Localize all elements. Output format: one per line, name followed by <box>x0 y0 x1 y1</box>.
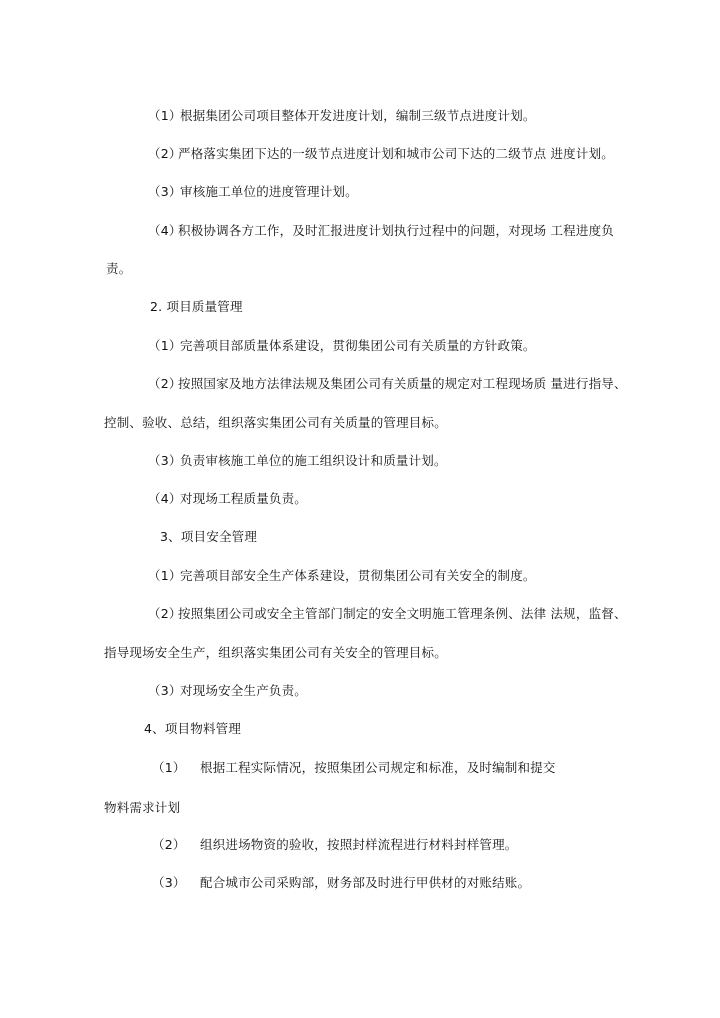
item-number: （1） <box>148 338 182 353</box>
material-item-1 <box>152 760 556 776</box>
item-number: （2） <box>152 837 186 852</box>
material-item-3 <box>152 875 530 891</box>
item-text: 完善项目部安全生产体系建设，贯彻集团公司有关安全的制度。 <box>180 568 536 583</box>
material-item-2 <box>152 837 518 853</box>
item-number: （3） <box>148 683 182 698</box>
schedule-item-2 <box>148 146 614 162</box>
item-text: 根据工程实际情况，按照集团公司规定和标准，及时编制和提交 <box>200 760 556 775</box>
schedule-item-4-continuation <box>106 261 131 277</box>
item-text: 指导现场安全生产，组织落实集团公司有关安全的管理目标。 <box>104 645 447 660</box>
item-number: （3） <box>148 453 182 468</box>
safety-item-3 <box>148 683 307 699</box>
item-number: （2） <box>148 376 182 391</box>
item-text: 审核施工单位的进度管理计划。 <box>180 184 358 199</box>
quality-item-2 <box>148 376 627 392</box>
item-number: （4） <box>148 223 182 238</box>
item-text: 按照国家及地方法律法规及集团公司有关质量的规定对工程现场质 量进行指导、 <box>178 376 627 391</box>
item-number: （1） <box>148 568 182 583</box>
item-number: （2） <box>148 146 182 161</box>
quality-item-4 <box>148 491 307 507</box>
safety-item-2-continuation <box>104 645 447 661</box>
item-number: （1） <box>148 108 182 123</box>
schedule-item-1 <box>148 108 536 124</box>
item-number: （2） <box>148 606 182 621</box>
item-number: （3） <box>148 184 182 199</box>
item-text: 负责审核施工单位的施工组织设计和质量计划。 <box>180 453 447 468</box>
item-text: 根据集团公司项目整体开发进度计划，编制三级节点进度计划。 <box>180 108 536 123</box>
item-text: 严格落实集团下达的一级节点进度计划和城市公司下达的二级节点 进度计划。 <box>178 146 614 161</box>
schedule-item-4 <box>148 223 614 239</box>
safety-item-1 <box>148 568 536 584</box>
item-text: 按照集团公司或安全主管部门制定的安全文明施工管理条例、法律 法规，监督、 <box>178 606 627 621</box>
material-heading: 4、项目物料管理 <box>144 721 242 736</box>
item-text: 完善项目部质量体系建设，贯彻集团公司有关质量的方针政策。 <box>180 338 536 353</box>
quality-heading: 2. 项目质量管理 <box>150 299 243 314</box>
safety-item-2 <box>148 606 627 622</box>
item-number: （3） <box>152 875 186 890</box>
quality-item-1 <box>148 338 536 354</box>
item-text: 对现场工程质量负责。 <box>180 491 308 506</box>
item-text: 组织进场物资的验收，按照封样流程进行材料封样管理。 <box>200 837 518 852</box>
item-text: 控制、验收、总结，组织落实集团公司有关质量的管理目标。 <box>104 415 447 430</box>
material-item-1-continuation <box>104 800 180 816</box>
quality-item-2-continuation <box>104 415 447 431</box>
item-text: 责。 <box>106 261 132 276</box>
schedule-item-3 <box>148 184 358 200</box>
item-text: 对现场安全生产负责。 <box>180 683 308 698</box>
safety-heading: 3、项目安全管理 <box>160 529 258 544</box>
item-text: 配合城市公司采购部，财务部及时进行甲供材的对账结账。 <box>200 875 531 890</box>
item-text: 物料需求计划 <box>104 800 181 815</box>
item-number: （4） <box>148 491 182 506</box>
quality-item-3 <box>148 453 447 469</box>
item-number: （1） <box>152 760 186 775</box>
item-text: 积极协调各方工作，及时汇报进度计划执行过程中的问题，对现场 工程进度负 <box>178 223 614 238</box>
